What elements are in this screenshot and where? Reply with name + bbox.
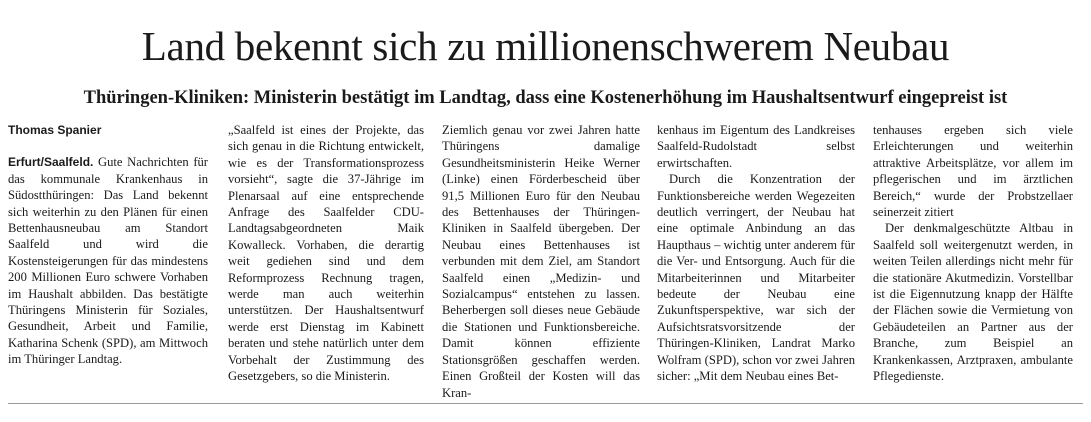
paragraph: Der denkmalgeschützte Altbau in Saalfeld soll weitergenutzt werden, in weiten Teilen allerdings nicht mehr für die stationäre Akutmedizin. Vorstellbar ist die Eigennutzung knapp der Hälfte der Flächen sowie die Vermietung von Gebäudeteilen an Partner aus der Branche, zum Beispiel an Krankenkassen, Arztpraxen, ambulante Pflegedienste. (873, 221, 1073, 384)
bottom-divider (8, 403, 1083, 404)
article-column-3 (442, 122, 640, 401)
article-column-1 (8, 122, 208, 368)
headline: Land bekennt sich zu millionenschwerem Neubau (141, 23, 950, 69)
author-byline: Thomas Spanier (8, 123, 102, 137)
dateline: Erfurt/Saalfeld. (8, 155, 94, 170)
article-column-2 (228, 122, 424, 385)
paragraph: „Saalfeld ist eines der Projekte, das sich genau in die Richtung entwickelt, wie es der Transformationsprozess vorsieht“, sagte die 37-Jährige im Plenarsaal auf eine entsprechende Anfrage des Saalfelder CDU-Landtagsabgeordneten Maik Kowalleck. Vorhaben, die derartig weit gediehen sind und dem Reformprozess Rechnung tragen, werde man auch weiterhin unterstützen. Der Haushaltsentwurf werde erst Dienstag im Kabinett beraten und stehe natürlich unter dem Vorbehalt der Zustimmung des Gesetzgebers, so die Ministerin. (228, 123, 424, 384)
paragraph: Durch die Konzentration der Funktionsbereiche werden Wegezeiten deutlich verringert, der Neubau hat eine optimale Anbindung an das Haupthaus – wichtig unter anderem für die Ver- und Entsorgung. Auch für die Mitarbeiterinnen und Mitarbeiter bedeute der Neubau eine Zukunftsperspektive, war sich der Aufsichtsratsvorsitzende der Thüringen-Kliniken, Landrat Marko Wolfram (SPD), schon vor zwei Jahren sicher: „Mit dem Neubau eines Bet- (657, 172, 855, 384)
paragraph: Ziemlich genau vor zwei Jahren hatte Thüringens damalige Gesundheitsministerin Heike Werner (Linke) einen Förderbescheid über 91,5 Millionen Euro für den Neubau des Bettenhauses der Thüringen-Kliniken in Saalfeld übergeben. Der Neubau eines Bettenhauses ist verbunden mit dem Ziel, am Standort Saalfeld einen „Medizin- und Sozialcampus“ entstehen zu lassen. Beherbergen soll dieses neue Gebäude die Stationen und Funktionsbereiche. Damit können effiziente Stationsgrößen geschaffen werden. Einen Großteil der Kosten will das Kran- (442, 123, 640, 400)
paragraph: tenhauses ergeben sich viele Erleichterungen und weiterhin attraktive Arbeitsplätze, vor allem im pflegerischen und im ärztlichen Bereich,“ wurde der Probstzellaer seinerzeit zitiert (873, 123, 1073, 220)
paragraph: kenhaus im Eigentum des Landkreises Saalfeld-Rudolstadt selbst erwirtschaften. (657, 123, 855, 170)
lead-text: Gute Nachrichten für das kommunale Krankenhaus in Südostthüringen: Das Land bekennt sich weiterhin zu den Plänen für einen Bettenhausneubau am Standort Saalfeld und wird die Kostensteigerungen für das mindestens 200 Millionen Euro schwere Vorhaben im Haushalt abbilden. Das bestätigte Thüringens Ministerin für Soziales, Gesundheit, Arbeit und Familie, Katharina Schenk (SPD), am Mittwoch im Thüringer Landtag. (8, 155, 209, 367)
article-column-5 (873, 122, 1073, 385)
article-column-4 (657, 122, 855, 385)
subheadline: Thüringen-Kliniken: Ministerin bestätigt im Landtag, dass eine Kostenerhöhung im Haushaltsentwurf eingepreist ist (83, 88, 1008, 108)
lead-paragraph (8, 154, 208, 367)
